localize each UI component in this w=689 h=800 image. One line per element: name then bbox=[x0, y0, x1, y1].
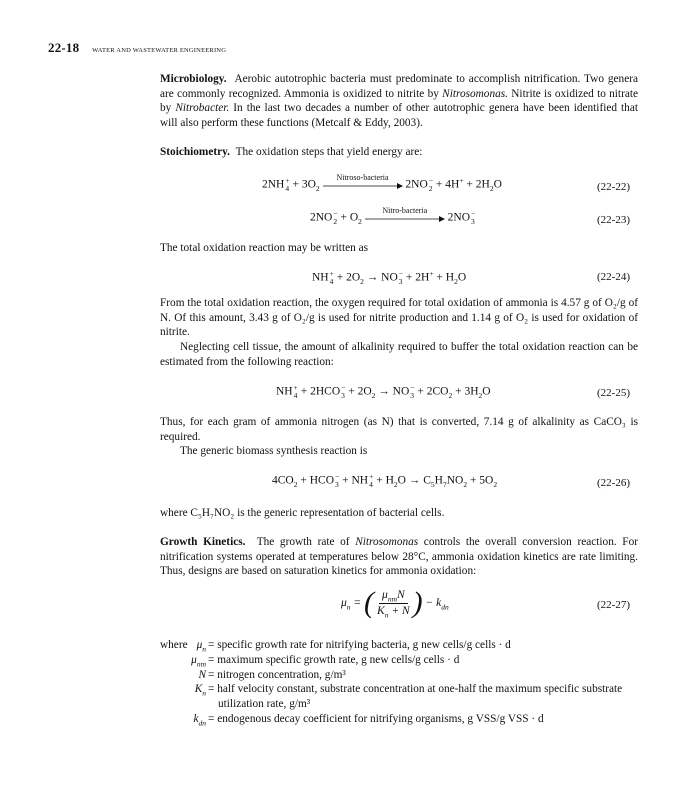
eq-number: (22-22) bbox=[597, 181, 630, 193]
alkalinity-paragraph: Neglecting cell tissue, the amount of alkalinity required to buffer the total oxidation reaction can be estimated from the following reaction: bbox=[160, 341, 638, 368]
equation-22-25: NH + 4 + 2HCO − 3 + $2O_2$ → NO − 3 + $2CO_2 + 3H_2O$ bbox=[276, 383, 491, 400]
equation-22-26: $4CO_2$ + HCO − 3 + NH + 4 + $H_2O \to C_5H_7NO_2 + 5O_2$ bbox=[272, 472, 498, 489]
generic-paragraph: The generic biomass synthesis reaction is bbox=[180, 445, 368, 457]
page-header bbox=[48, 41, 226, 59]
definition-mu-n: = specific growth rate for nitrifying bacteria, g new cells/g cells · d bbox=[208, 639, 511, 651]
stoichiometry-heading: Stoichiometry. bbox=[160, 146, 230, 158]
total-intro: The total oxidation reaction may be written as bbox=[160, 242, 368, 254]
growth-kinetics-heading: Growth Kinetics. bbox=[160, 536, 246, 548]
equation-22-24: NH + 4 + $2O_2$ → NO − 3 + $2H^+ + H_2O$ bbox=[312, 268, 467, 286]
eq-number: (22-24) bbox=[597, 271, 630, 283]
page-number: 22-18 bbox=[48, 40, 80, 55]
definition-mu-nm: = maximum specific growth rate, g new cells/g cells · d bbox=[208, 654, 460, 666]
definition-kn: = half velocity constant, substrate concentration at one-half the maximum specific substrate utilization rate, g/m³ bbox=[208, 683, 623, 710]
eq-number: (22-23) bbox=[597, 214, 630, 226]
equation-22-27: $\mu_n$ = ( $\frac{\mu_{nm}N}{K_n + N}$ ) − $k_{dn}$ bbox=[341, 586, 449, 619]
running-head: WATER AND WASTEWATER ENGINEERING bbox=[92, 47, 227, 54]
eq-number: (22-25) bbox=[597, 387, 630, 399]
definition-kdn: = endogenous decay coefficient for nitrifying organisms, g VSS/g VSS · d bbox=[208, 713, 544, 725]
thus-paragraph: Thus, for each gram of ammonia nitrogen (as N) that is converted, 7.14 g of alkalinity as CaCO₃ is required. bbox=[160, 416, 638, 443]
reaction-arrow: Nitro-bacteria bbox=[365, 213, 445, 223]
stoichiometry-paragraph: Stoichiometry. The oxidation steps that yield energy are: bbox=[160, 146, 423, 158]
growth-kinetics-paragraph: Growth Kinetics. The growth rate of Nitrosomonas controls the overall conversion reaction. For nitrification systems operated at temperatures below 28°C, ammonia oxidation kinetics are rate limiting. Thus, designs are based on saturation kinetics for ammonia oxidation: bbox=[160, 536, 638, 577]
eq-number: (22-26) bbox=[597, 477, 630, 489]
microbiology-heading: Microbiology. bbox=[160, 73, 227, 85]
equation-22-22: 2NH + 4 + $3O_2$ Nitroso-bacteria 2NO − 2 + $4H^+ + 2H_2O$ bbox=[262, 173, 502, 193]
equation-22-23: 2NO − 2 + $O_2$ Nitro-bacteria 2NO − 3 bbox=[310, 206, 476, 226]
reaction-arrow: Nitroso-bacteria bbox=[323, 180, 403, 190]
microbiology-paragraph: Microbiology. Aerobic autotrophic bacteria must predominate to accomplish nitrification. Two genera are commonly recognized. Ammonia is oxidized to nitrite by Nitrosomonas. Nitrite is oxidized to nitrate by Nitrobacter. In the last two decades a number of other autotrophic genera have been identified that will also perform these functions (Metcalf & Eddy, 2003). bbox=[160, 73, 639, 129]
eq-number: (22-27) bbox=[597, 599, 630, 611]
where-paragraph: where C₅H₇NO₂ is the generic representation of bacterial cells. bbox=[160, 507, 445, 519]
oxygen-paragraph: From the total oxidation reaction, the oxygen required for total oxidation of ammonia is 4.57 g of O₂/g of N. Of this amount, 3.43 g of O₂/g is used for nitrite production and 1.14 g of O₂ is used for oxidation of nitrite. bbox=[160, 297, 638, 338]
definition-n: = nitrogen concentration, g/m³ bbox=[208, 669, 346, 681]
